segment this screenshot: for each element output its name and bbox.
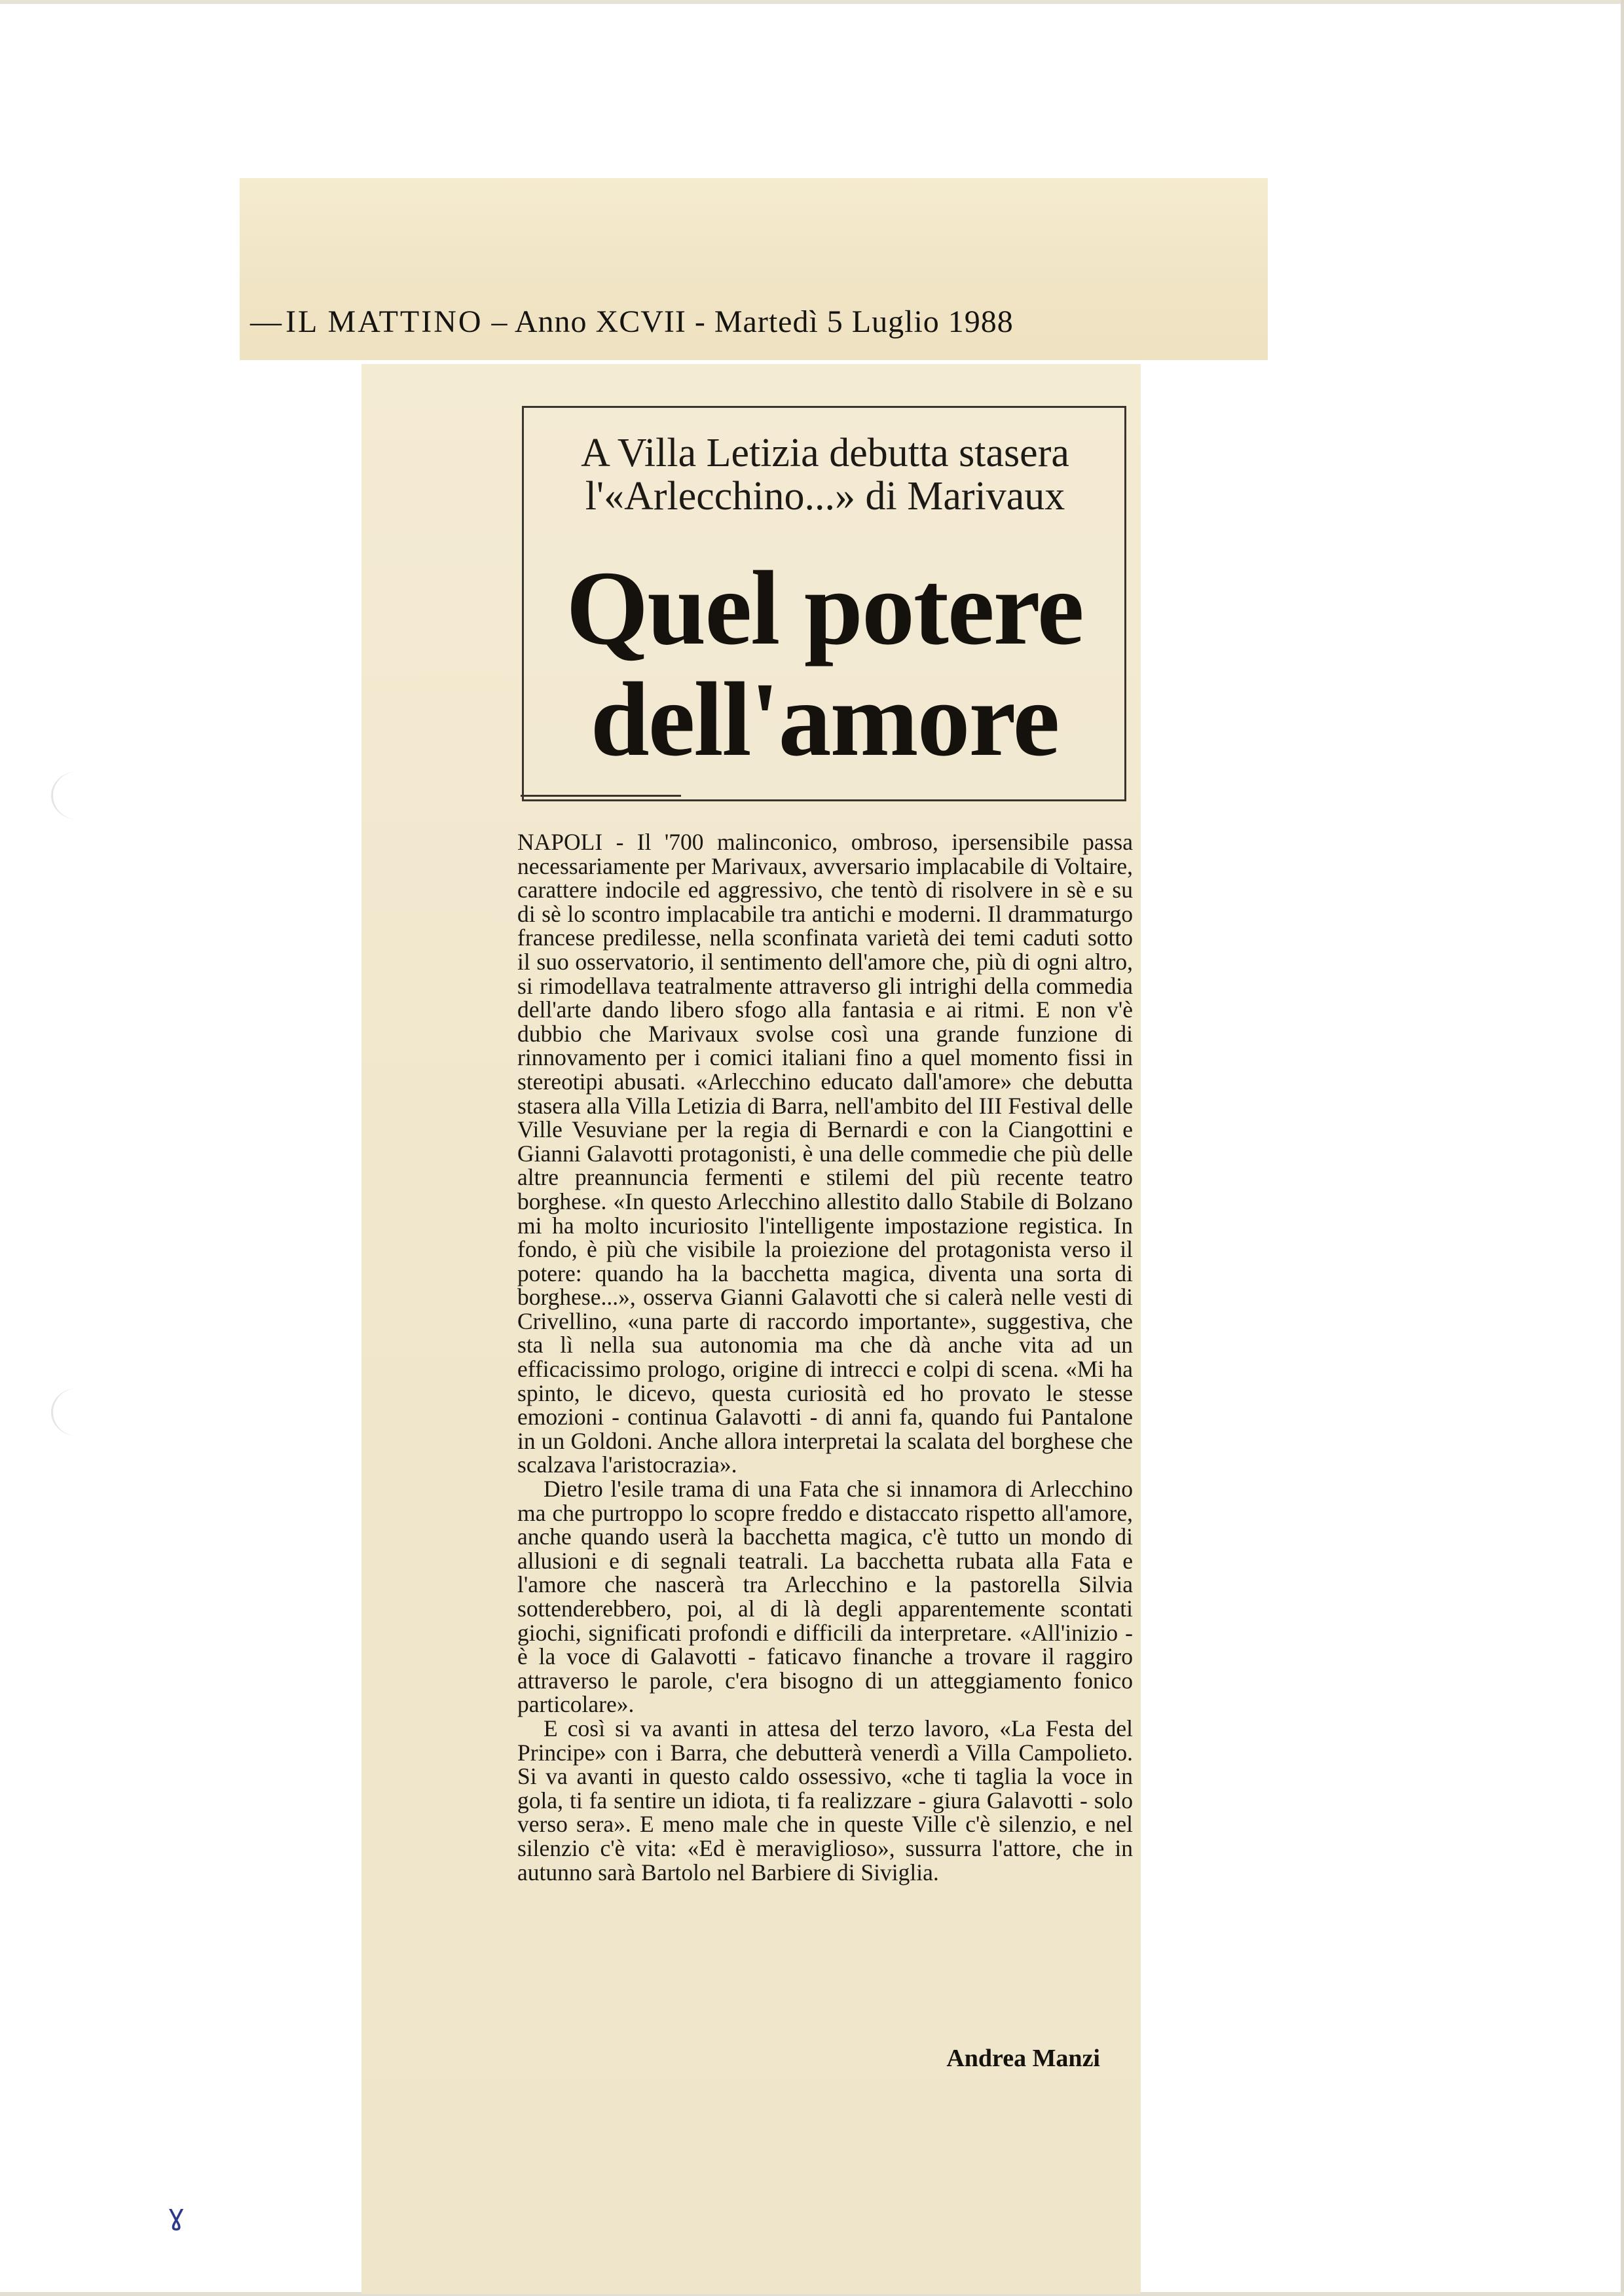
headline-line: dell'amore [590,661,1059,778]
headline-box [522,406,1126,801]
kicker-line: A Villa Letizia debutta stasera [581,431,1069,475]
article-paragraph: E così si va avanti in attesa del terzo lavoro, «La Festa del Principe» con i Barra, che debutterà venerdì a Villa Campolieto. Si va avanti in questo caldo ossessivo, «che ti taglia la voce in gola, ti fa sentire un idiota, ti fa realizzare - giura Galavotti - solo verso sera». E meno male che in queste Ville c'è silenzio, e nel silenzio c'è vita: «Ed è meraviglioso», sussurra l'attore, che in autunno sarà Bartolo nel Barbiere di Siviglia. [517,1715,1133,1886]
punch-hole-mark [51,771,105,820]
scan-top-edge [0,0,1624,4]
article-paragraph: Dietro l'esile trama di una Fata che si innamora di Arlecchino ma che purtroppo lo scopre freddo e distaccato rispetto all'amore, anche quando userà la bacchetta magica, c'è tutto un mondo di allusioni e di segnali teatrali. La bacchetta rubata alla Fata e l'amore che nascerà tra Arlecchino e la pastorella Silvia sottenderebbero, poi, al di là degli apparentemente scontati giochi, significati profondi e difficili da interpretare. «All'inizio - è la voce di Galavotti - faticavo finanche a trovare il raggiro attraverso le parole, c'era bisogno di un atteggiamento fonico particolare». [517,1476,1133,1718]
kicker-line: l'«Arlecchino...» di Marivaux [585,474,1065,519]
newspaper-name: IL MATTINO [286,304,483,339]
headline-line: Quel potere [566,550,1083,667]
article-body [517,830,1133,1884]
punch-hole-mark [51,1388,105,1436]
author-byline: Andrea Manzi [946,2045,1100,2072]
issue-number: Anno XCVII [514,304,686,339]
headline [524,550,1125,778]
article-paragraph: NAPOLI - Il '700 malinconico, ombroso, ipersensibile passa necessariamente per Marivaux, avversario implacabile di Voltaire, carattere indocile ed aggressivo, che tentò di risolvere in sè e su di sè lo scontro implacabile tra antichi e moderni. Il drammaturgo francese predilesse, nella sconfinata varietà dei temi caduti sotto il suo osservatorio, il sentimento dell'amore che, più di ogni altro, si rimodellava teatralmente attraverso gli intrighi della commedia dell'arte dando libero sfogo alla fantasia e ai ritmi. E non v'è dubbio che Marivaux svolse così una grande funzione di rinnovamento per i comici italiani fino a quel momento fissi in stereotipi abusati. «Arlecchino educato dall'amore» che debutta stasera alla Villa Letizia di Barra, nell'ambito del III Festival delle Ville Vesuviane per la regia di Bernardi e con la Ciangottini e Gianni Galavotti protagonisti, è una delle commedie che più delle altre preannuncia fermenti e stilemi del più recente teatro borghese. «In questo Arlecchino allestito dallo Stabile di Bolzano mi ha molto incuriosito l'intelligente impostazione registica. In fondo, è più che visibile la proiezione del protagonista verso il potere: quando ha la bacchetta magica, diventa una sorta di borghese...», osserva Gianni Galavotti che si calerà nelle vesti di Crivellino, «una parte di raccordo importante», suggestiva, che sta lì nella sua autonomia ma che dà anche vita ad un efficacissimo prologo, origine di intrecci e colpi di scena. «Mi ha spinto, le dicevo, questa curiosità ed ho provato le stesse emozioni - continua Galavotti - di anni fa, quando fui Pantalone in un Goldoni. Anche allora interpretai la scalata del borghese che scalzava l'aristocrazia». [517,829,1133,1478]
kicker [537,431,1113,518]
handwritten-mark: ɣ [168,2198,185,2232]
issue-date: Martedì 5 Luglio 1988 [714,304,1014,339]
scan-right-edge [1621,0,1624,2296]
masthead: — IL MATTINO – Anno XCVII - Martedì 5 Luglio 1988 [250,304,1014,339]
headline-rule [521,795,681,797]
